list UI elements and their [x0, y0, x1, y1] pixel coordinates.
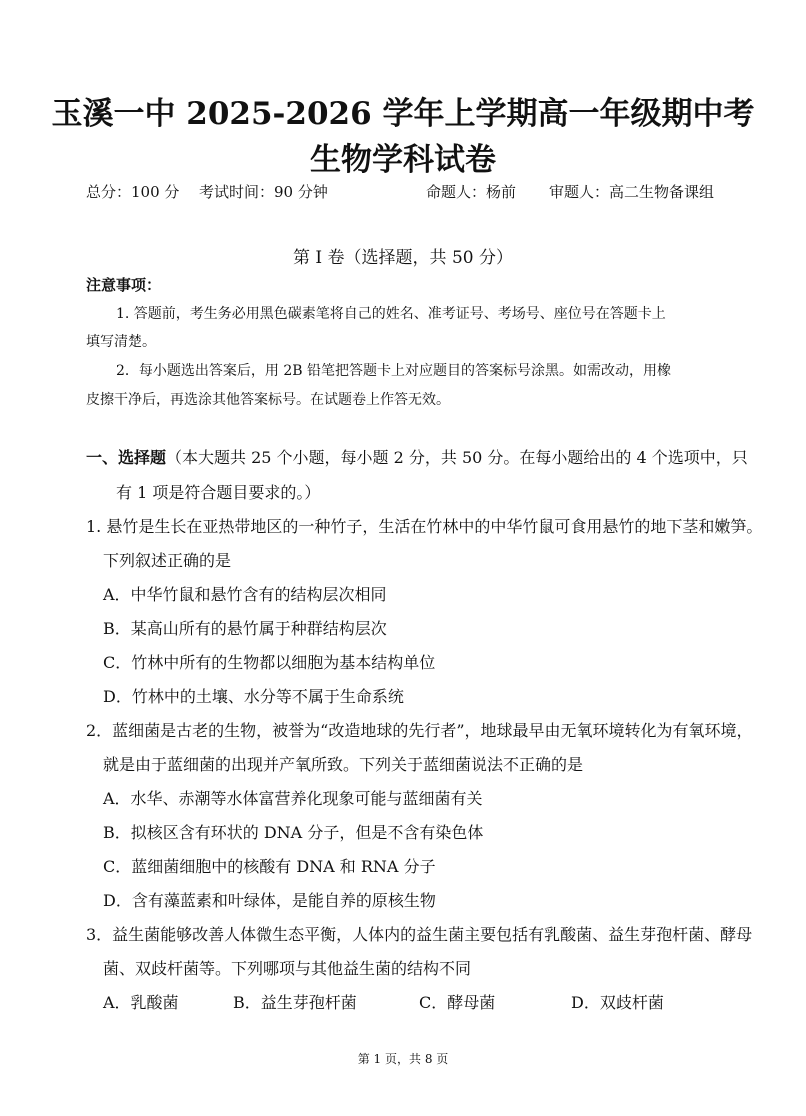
q2-stem-line1: 2．蓝细菌是古老的生物，被誉为“改造地球的先行者”，地球最早由无氧环境转化为有氧环境，: [86, 721, 753, 740]
q3-option-d: D．双歧杆菌: [571, 993, 664, 1012]
note-item1-line2: 填写清楚。: [86, 334, 156, 350]
q2-option-d: D．含有藻蓝素和叶绿体，是能自养的原核生物: [103, 891, 436, 910]
title-line2: 生物学科试卷: [310, 142, 496, 178]
q3-stem-line1: 3．益生菌能够改善人体微生态平衡，人体内的益生菌主要包括有乳酸菌、益生芽孢杆菌、酵母: [86, 925, 753, 944]
exam-time: 考试时间：90 分钟: [199, 183, 328, 201]
q3-option-a: A．乳酸菌: [103, 993, 179, 1012]
part1-desc-line2: 有 1 项是符合题目要求的。）: [116, 483, 321, 502]
note-item1-line1: 1. 答题前，考生务必用黑色碳素笔将自己的姓名、准考证号、考场号、座位号在答题卡上: [116, 306, 666, 322]
q2-stem-line2: 就是由于蓝细菌的出现并产氧所致。下列关于蓝细菌说法不正确的是: [103, 755, 584, 774]
q2-option-a: A．水华、赤潮等水体富营养化现象可能与蓝细菌有关: [103, 789, 483, 808]
q1-stem-line1: 1. 悬竹是生长在亚热带地区的一种竹子，生活在竹林中的中华竹鼠可食用悬竹的地下茎和嫩笋。: [86, 517, 763, 536]
part1-desc-line1: （本大题共 25 个小题，每小题 2 分，共 50 分。在每小题给出的 4 个选项中，只: [166, 448, 748, 467]
q3-option-c: C．酵母菌: [419, 993, 496, 1012]
author: 命题人：杨前: [426, 183, 517, 201]
part1-heading: [86, 445, 748, 468]
total-score: 总分：100 分: [86, 183, 180, 201]
q2-option-c: C．蓝细菌细胞中的核酸有 DNA 和 RNA 分子: [103, 857, 436, 876]
q3-stem-line2: 菌、双歧杆菌等。下列哪项与其他益生菌的结构不同: [103, 959, 472, 978]
note-item2-line2: 皮擦干净后，再选涂其他答案标号。在试题卷上作答无效。: [86, 392, 450, 408]
q1-stem-line2: 下列叙述正确的是: [103, 551, 232, 570]
q2-option-b: B．拟核区含有环状的 DNA 分子，但是不含有染色体: [103, 823, 484, 842]
page-footer: 第 1 页，共 8 页: [357, 1052, 449, 1066]
section-title: 第 I 卷（选择题，共 50 分）: [293, 248, 513, 268]
q1-option-d: D．竹林中的土壤、水分等不属于生命系统: [103, 687, 404, 706]
q1-option-c: C．竹林中所有的生物都以细胞为基本结构单位: [103, 653, 436, 672]
note-item2-line1: 2．每小题选出答案后，用 2B 铅笔把答题卡上对应题目的答案标号涂黑。如需改动，用橡: [116, 363, 672, 379]
q3-option-b: B．益生芽孢杆菌: [233, 993, 357, 1012]
reviewer: 审题人：高二生物备课组: [549, 183, 715, 201]
notes-heading: 注意事项：: [86, 276, 162, 294]
q1-option-a: A．中华竹鼠和悬竹含有的结构层次相同: [103, 585, 387, 604]
part1-label: 一、选择题: [86, 448, 167, 467]
title-line1: 玉溪一中 2025-2026 学年上学期高一年级期中考: [51, 96, 755, 132]
q1-option-b: B．某高山所有的悬竹属于种群结构层次: [103, 619, 387, 638]
